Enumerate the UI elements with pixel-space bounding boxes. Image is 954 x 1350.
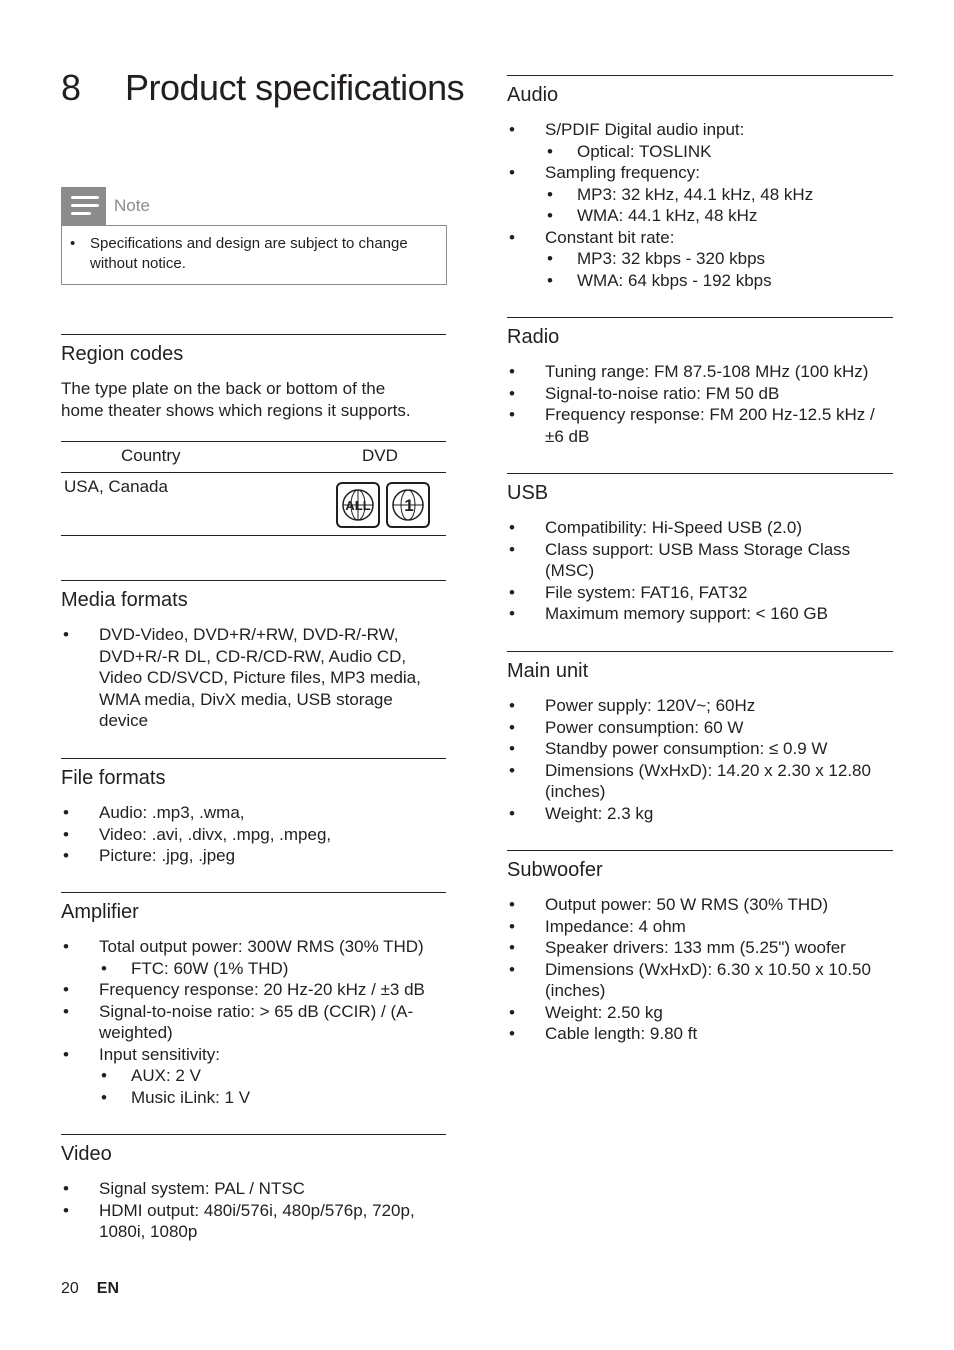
list-item: • Tuning range: FM 87.5-108 MHz (100 kHz) [507,361,893,383]
file-list [61,802,446,867]
list-item: • Audio: .mp3, .wma, [61,802,446,824]
amplifier-heading: Amplifier [61,901,139,923]
sub-list-item: • MP3: 32 kHz, 44.1 kHz, 48 kHz [545,184,893,206]
list-item [507,227,893,292]
list-item-text: Constant bit rate: [545,227,675,247]
list-item: • Impedance: 4 ohm [507,916,893,938]
sub-list-item: • WMA: 64 kbps - 192 kbps [545,270,893,292]
region-text: The type plate on the back or bottom of the home theater shows which regions it supports. [61,379,411,420]
list-item [507,119,893,162]
list-item: • Cable length: 9.80 ft [507,1023,893,1045]
usb-heading: USB [507,482,549,504]
radio-heading: Radio [507,326,560,348]
file-heading: File formats [61,767,166,789]
list-item: • File system: FAT16, FAT32 [507,582,893,604]
list-item: • Speaker drivers: 133 mm (5.25") woofer [507,937,893,959]
chapter-title: Product specifications [125,67,465,108]
list-item: • Standby power consumption: ≤ 0.9 W [507,738,893,760]
note-box [61,187,447,285]
list-item-text: Input sensitivity: [99,1044,220,1064]
section-media-formats [61,580,446,732]
note-title: Note [114,196,150,215]
note-text: • Specifications and design are subject to change without notice. [70,234,436,274]
sub-list-item: • WMA: 44.1 kHz, 48 kHz [545,205,893,227]
sub-list-item: • FTC: 60W (1% THD) [99,958,446,980]
section-region-codes [61,334,446,422]
list-item: • Picture: .jpg, .jpeg [61,845,446,867]
main-unit-heading: Main unit [507,660,589,682]
list-item [61,1044,446,1109]
section-video [61,1134,446,1243]
list-item: • Video: .avi, .divx, .mpg, .mpeg, [61,824,446,846]
list-item: • Weight: 2.50 kg [507,1002,893,1024]
main-unit-list [507,695,893,824]
region-table-header [61,442,446,473]
note-icon [61,187,106,225]
list-item: • Signal-to-noise ratio: > 65 dB (CCIR) / (A-weighted) [61,1001,446,1044]
sub-list-item: • Music iLink: 1 V [99,1087,446,1109]
list-item: • Signal-to-noise ratio: FM 50 dB [507,383,893,405]
audio-list [507,119,893,291]
list-item: • Frequency response: 20 Hz-20 kHz / ±3 dB [61,979,446,1001]
usb-list [507,517,893,625]
sub-list-item: • AUX: 2 V [99,1065,446,1087]
video-list [61,1178,446,1243]
sub-list-item: • Optical: TOSLINK [545,141,893,163]
region-1-logo-text: 1 [404,496,414,515]
list-item: • Dimensions (WxHxD): 6.30 x 10.50 x 10.50 (inches) [507,959,893,1002]
sub-list-item: • MP3: 32 kbps - 320 kbps [545,248,893,270]
list-item: • Maximum memory support: < 160 GB [507,603,893,625]
section-subwoofer [507,850,893,1045]
subwoofer-list [507,894,893,1045]
list-item: • Class support: USB Mass Storage Class (MSC) [507,539,893,582]
col-dvd: DVD [362,446,398,465]
radio-list [507,361,893,447]
list-item [507,162,893,227]
subwoofer-heading: Subwoofer [507,859,603,881]
list-item: • Output power: 50 W RMS (30% THD) [507,894,893,916]
section-file-formats [61,758,446,867]
list-item-text: Sampling frequency: [545,163,700,182]
list-item: • Power supply: 120V~; 60Hz [507,695,893,717]
audio-heading: Audio [507,84,559,106]
section-main-unit [507,651,893,824]
list-item: • Frequency response: FM 200 Hz-12.5 kHz / ±6 dB [507,404,893,447]
amplifier-list [61,936,446,1108]
region-1-logo [386,482,430,528]
list-item: • DVD-Video, DVD+R/+RW, DVD-R/-RW, DVD+R/-R DL, CD-R/CD-RW, Audio CD, Video CD/SVCD, Picture files, MP3 media, WMA media, DivX media, USB storage device [61,624,446,732]
region-table [61,441,446,536]
video-heading: Video [61,1143,112,1165]
list-item: • Signal system: PAL / NTSC [61,1178,446,1200]
list-item [61,936,446,979]
region-all-logo [336,482,380,528]
section-audio [507,75,893,291]
note-header [61,187,447,225]
note-body [61,225,447,285]
list-item: • Power consumption: 60 W [507,717,893,739]
media-list [61,624,446,732]
region-all-logo-text: ALL [345,498,371,513]
list-item: • Dimensions (WxHxD): 14.20 x 2.30 x 12.80 (inches) [507,760,893,803]
page-footer [61,1280,119,1298]
section-amplifier [61,892,446,1108]
list-item-text: S/PDIF Digital audio input: [545,120,745,139]
region-heading: Region codes [61,343,184,365]
language-code: EN [96,1280,120,1297]
chapter-number: 8 [61,67,81,108]
media-heading: Media formats [61,589,188,611]
section-radio [507,317,893,447]
list-item: • Weight: 2.3 kg [507,803,893,825]
chapter-heading [61,64,464,112]
list-item: • HDMI output: 480i/576i, 480p/576p, 720p, 1080i, 1080p [61,1200,446,1243]
region-country: USA, Canada [64,477,168,496]
section-usb [507,473,893,625]
page-number: 20 [61,1280,79,1297]
list-item: • Compatibility: Hi-Speed USB (2.0) [507,517,893,539]
list-item-text: Total output power: 300W RMS (30% THD) [99,937,424,956]
col-country: Country [121,446,181,465]
